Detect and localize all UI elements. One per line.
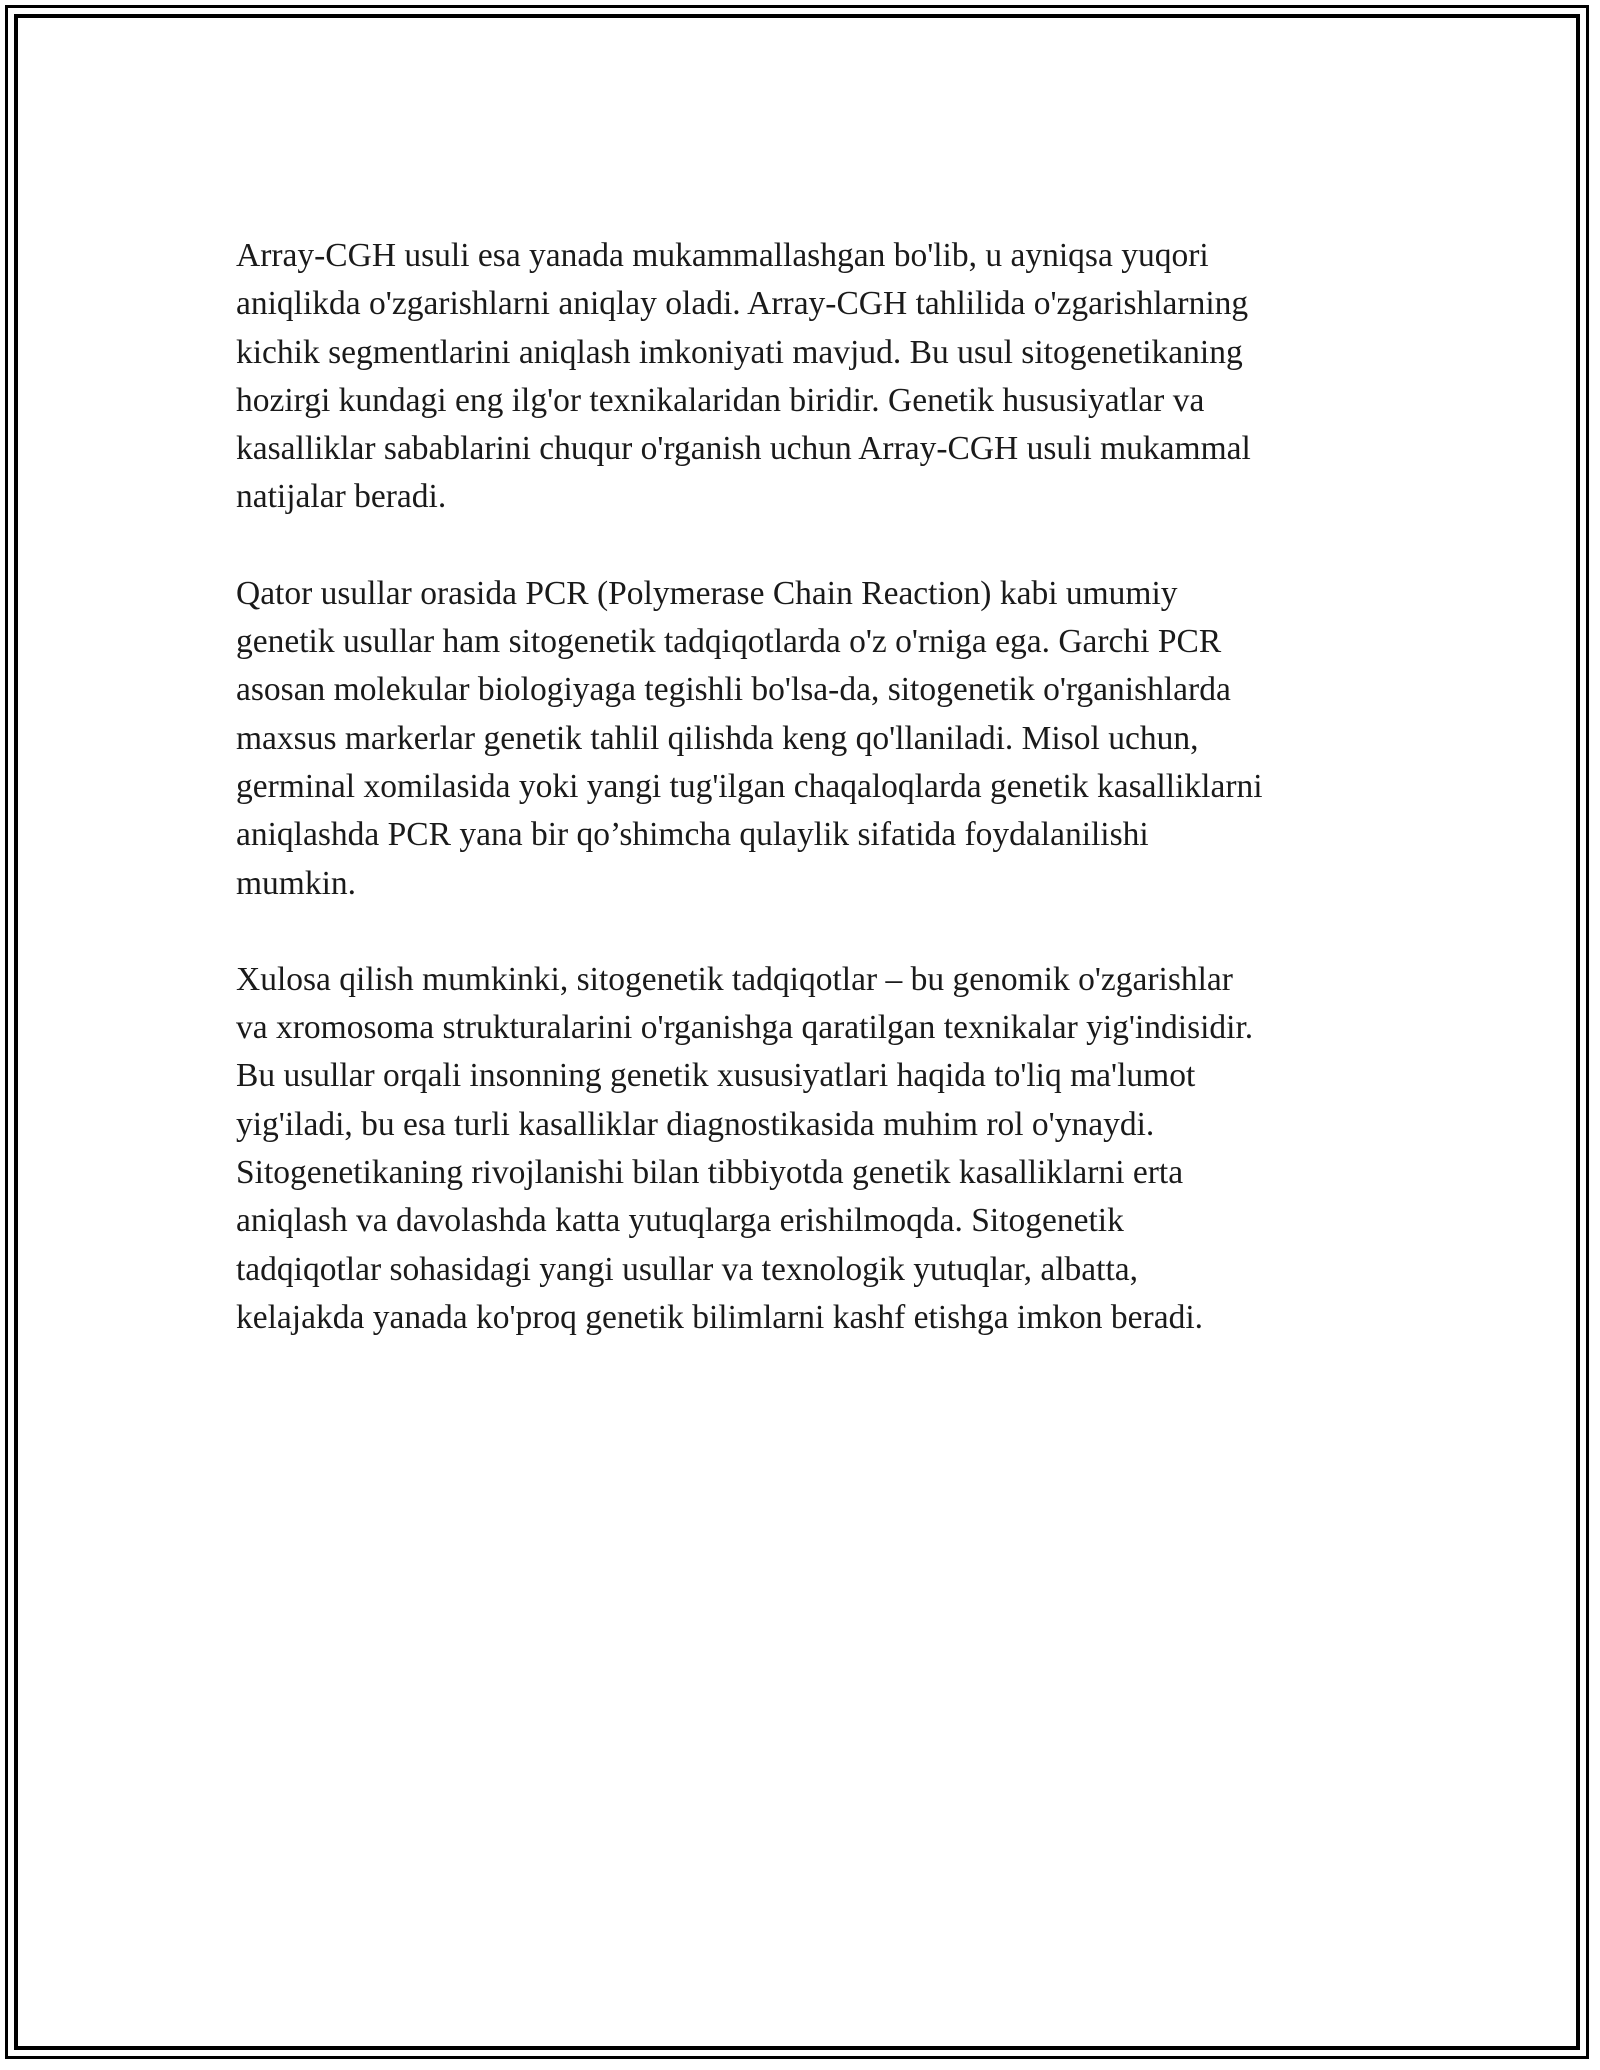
text-line: va xromosoma strukturalarini o'rganishga qaratilgan texnikalar yig'indisidir. <box>236 1009 1254 1047</box>
text-line: mumkin. <box>236 864 357 902</box>
text-line: yig'iladi, bu esa turli kasalliklar diagnostikasida muhim rol o'ynaydi. <box>236 1105 1155 1143</box>
text-line: asosan molekular biologiyaga tegishli bo'lsa-da, sitogenetik o'rganishlarda <box>236 671 1231 709</box>
text-line: kichik segmentlarini aniqlash imkoniyati mavjud. Bu usul sitogenetikaning <box>236 333 1243 371</box>
text-line: Xulosa qilish mumkinki, sitogenetik tadqiqotlar – bu genomik o'zgarishlar <box>236 960 1233 998</box>
text-line: kelajakda yanada ko'proq genetik bilimlarni kashf etishga imkon beradi. <box>236 1298 1204 1336</box>
text-line: Bu usullar orqali insonning genetik xususiyatlari haqida to'liq ma'lumot <box>236 1057 1196 1095</box>
document-body <box>236 232 1386 1390</box>
text-line: kasalliklar sabablarini chuqur o'rganish uchun Array-CGH usuli mukammal <box>236 430 1251 468</box>
text-line: genetik usullar ham sitogenetik tadqiqotlarda o'z o'rniga ega. Garchi PCR <box>236 623 1222 661</box>
text-line: Sitogenetikaning rivojlanishi bilan tibbiyotda genetik kasalliklarni erta <box>236 1154 1184 1192</box>
text-line: natijalar beradi. <box>236 478 447 516</box>
text-line: Array-CGH usuli esa yanada mukammallashgan bo'lib, u ayniqsa yuqori <box>236 237 1209 274</box>
text-line: germinal xomilasida yoki yangi tug'ilgan chaqaloqlarda genetik kasalliklarni <box>236 767 1263 805</box>
text-line: aniqlash va davolashda katta yutuqlarga erishilmoqda. Sitogenetik <box>236 1202 1124 1240</box>
text-line: maxsus markerlar genetik tahlil qilishda keng qo'llaniladi. Misol uchun, <box>236 719 1199 757</box>
paragraph-conclusion <box>236 956 1386 1342</box>
text-line: Qator usullar orasida PCR (Polymerase Chain Reaction) kabi umumiy <box>236 574 1178 612</box>
text-line: hozirgi kundagi eng ilg'or texnikalaridan biridir. Genetik hususiyatlar va <box>236 381 1205 419</box>
text-line: tadqiqotlar sohasidagi yangi usullar va texnologik yutuqlar, albatta, <box>236 1250 1139 1288</box>
paragraph-pcr <box>236 570 1386 908</box>
text-line: aniqlashda PCR yana bir qo’shimcha qulaylik sifatida foydalanilishi <box>236 816 1149 854</box>
text-line: aniqlikda o'zgarishlarni aniqlay oladi. Array-CGH tahlilida o'zgarishlarning <box>236 285 1249 323</box>
paragraph-array-cgh <box>236 232 1386 522</box>
